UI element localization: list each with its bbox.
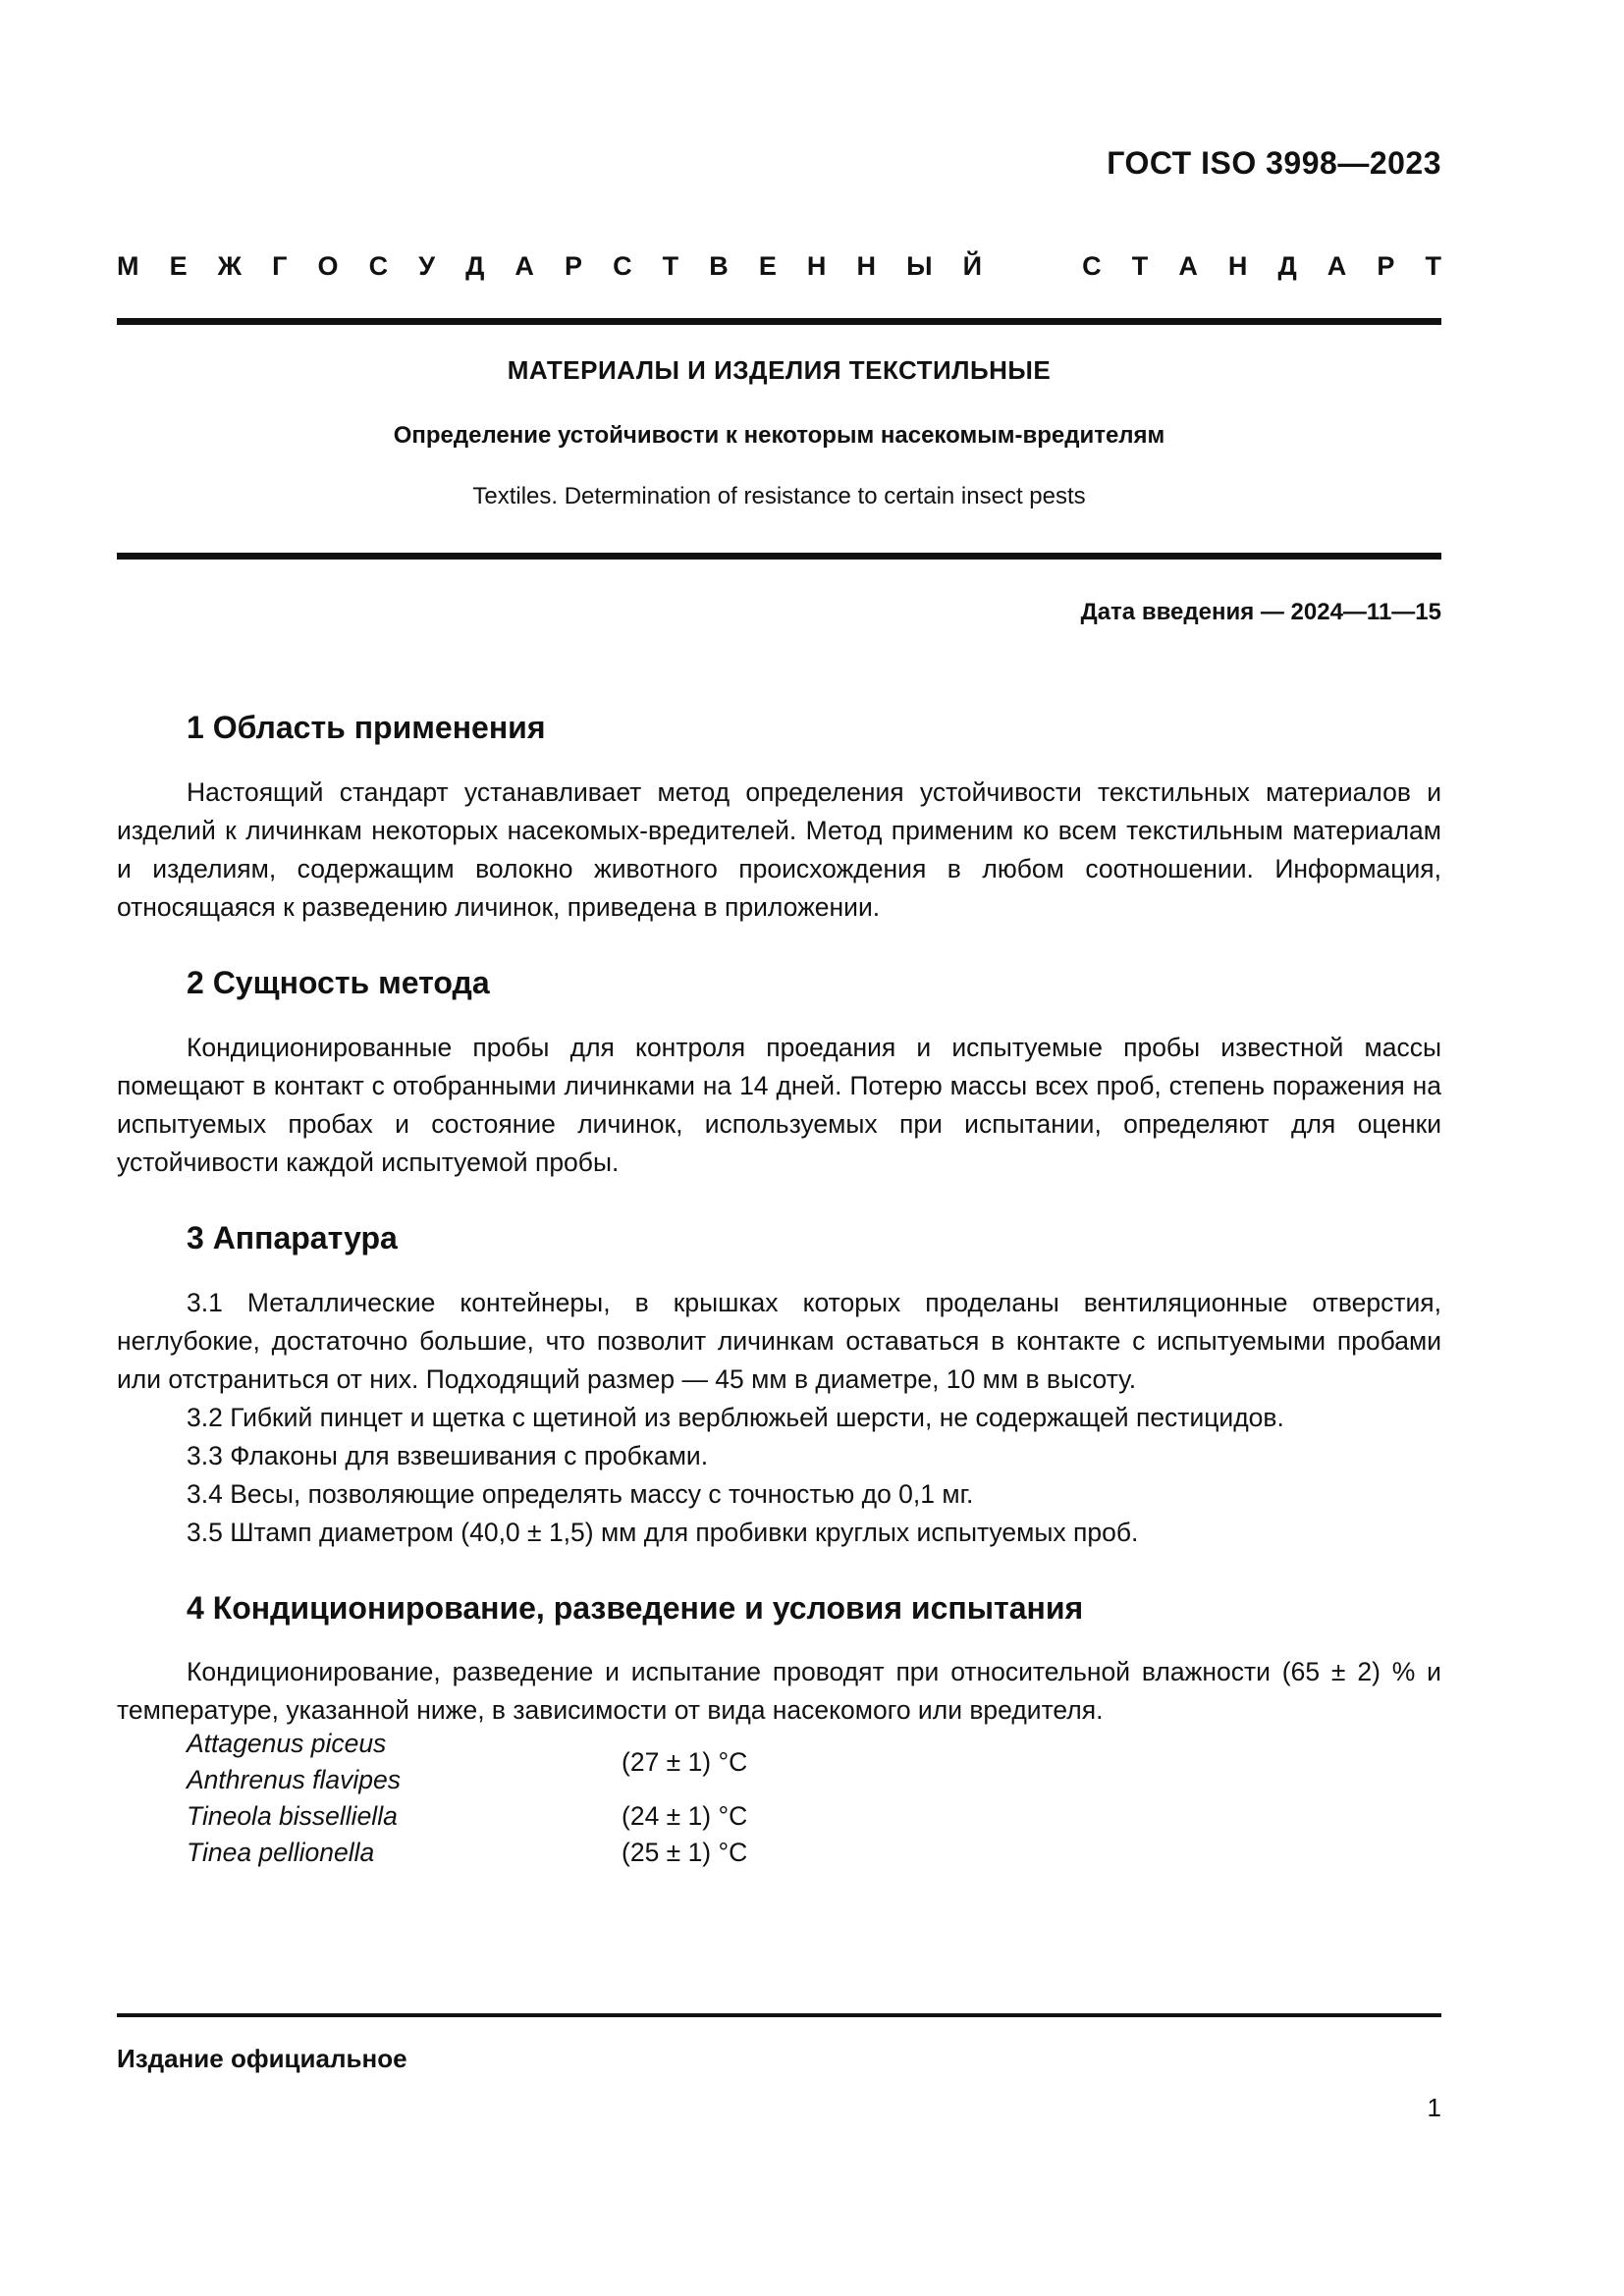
temperature-value: (27 ± 1) °C [622,1747,748,1777]
title-rule [117,553,1441,560]
section-2-heading: 2 Сущность метода [187,965,490,1000]
letter: Д [1277,251,1297,281]
letter: А [1178,251,1198,281]
section-3-item-3-5: 3.5 Штамп диаметром (40,0 ± 1,5) мм для пробивки круглых испытуемых проб. [187,1518,1139,1547]
species-name: Attagenus piceus [187,1729,387,1758]
temperature-value: (24 ± 1) °C [622,1801,748,1831]
letter: Г [272,251,288,281]
header-rule [117,318,1441,325]
letter: Н [856,251,876,281]
letter: Н [806,251,827,281]
section-3-heading: 3 Аппаратура [187,1220,398,1255]
letter: А [1326,251,1347,281]
letter: В [709,251,729,281]
species-name: Tineola bisselliella [187,1801,398,1831]
letter: С [613,251,632,281]
letter: Т [662,251,679,281]
word-gap [1012,251,1052,282]
section-3-item-3-1: 3.1 Металлические контейнеры, в крышках которых проделаны вентиляционные отверстия, неглубокие, достаточно большие, что позволит личинкам оставаться в контакте с испытуемыми пробами или отстраниться от них. Подходящий размер — 45 мм в диаметре, 10 мм в высоту. [117,1288,1441,1394]
section-4-paragraph: Кондиционирование, разведение и испытание проводят при относительной влажности (65 ± 2) % и температуре, указанной ниже, в зависимости от вида насекомого или вредителя. [117,1657,1441,1725]
species-name: Anthrenus flavipes [187,1765,402,1794]
page-number: 1 [1427,2093,1441,2122]
section-1-heading: 1 Область применения [187,710,546,745]
letter: У [418,251,436,281]
temperature-value: (25 ± 1) °C [622,1838,748,1867]
english-title: Textiles. Determination of resistance to certain insect pests [472,483,1086,509]
document-subtitle: Определение устойчивости к некоторым насекомым-вредителям [393,422,1165,449]
letter: С [368,251,389,281]
letter: М [117,251,139,281]
letter: Ж [217,251,243,281]
standard-type-heading [117,251,1441,282]
document-title: МАТЕРИАЛЫ И ИЗДЕЛИЯ ТЕКСТИЛЬНЫЕ [507,355,1052,385]
letter: Р [565,251,583,281]
section-3-item-3-4: 3.4 Весы, позволяющие определять массу с точностью до 0,1 мг. [187,1479,974,1509]
section-3-item-3-3: 3.3 Флаконы для взвешивания с пробками. [187,1441,709,1470]
letter: О [317,251,339,281]
introduction-date: Дата введения — 2024—11—15 [1080,599,1441,625]
letter: Й [962,251,982,281]
official-edition-label: Издание официальное [117,2044,407,2073]
letter: А [514,251,534,281]
letter: Т [1131,251,1149,281]
section-4-heading: 4 Кондиционирование, разведение и условия испытания [187,1590,1084,1626]
letter: Н [1227,251,1248,281]
letter: Ы [906,251,933,281]
letter: Д [465,251,485,281]
letter: Т [1425,251,1441,281]
document-code: ГОСТ ISO 3998—2023 [1107,145,1441,181]
section-3-item-3-2: 3.2 Гибкий пинцет и щетка с щетиной из верблюжьей шерсти, не содержащей пестицидов. [187,1403,1284,1432]
letter: С [1082,251,1102,281]
footer-rule [117,2013,1441,2017]
letter: Е [758,251,777,281]
letter: Р [1377,251,1395,281]
section-2-paragraph: Кондиционированные пробы для контроля проедания и испытуемые пробы известной массы помещают в контакт с отобранными личинками на 14 дней. Потерю массы всех проб, степень поражения на испытуемых пробах и состояние личинок, используемых при испытании, определяют для оценки устойчивости каждой испытуемой пробы. [117,1033,1441,1177]
letter: Е [169,251,188,281]
species-name: Tinea pellionella [187,1838,375,1867]
section-1-paragraph: Настоящий стандарт устанавливает метод определения устойчивости текстильных материалов и изделий к личинкам некоторых насекомых-вредителей. Метод применим ко всем текстильным материалам и изделиям, содержащим волокно животного происхождения в любом соотношении. Информация, относящаяся к разведению личинок, приведена в приложении. [117,777,1441,922]
